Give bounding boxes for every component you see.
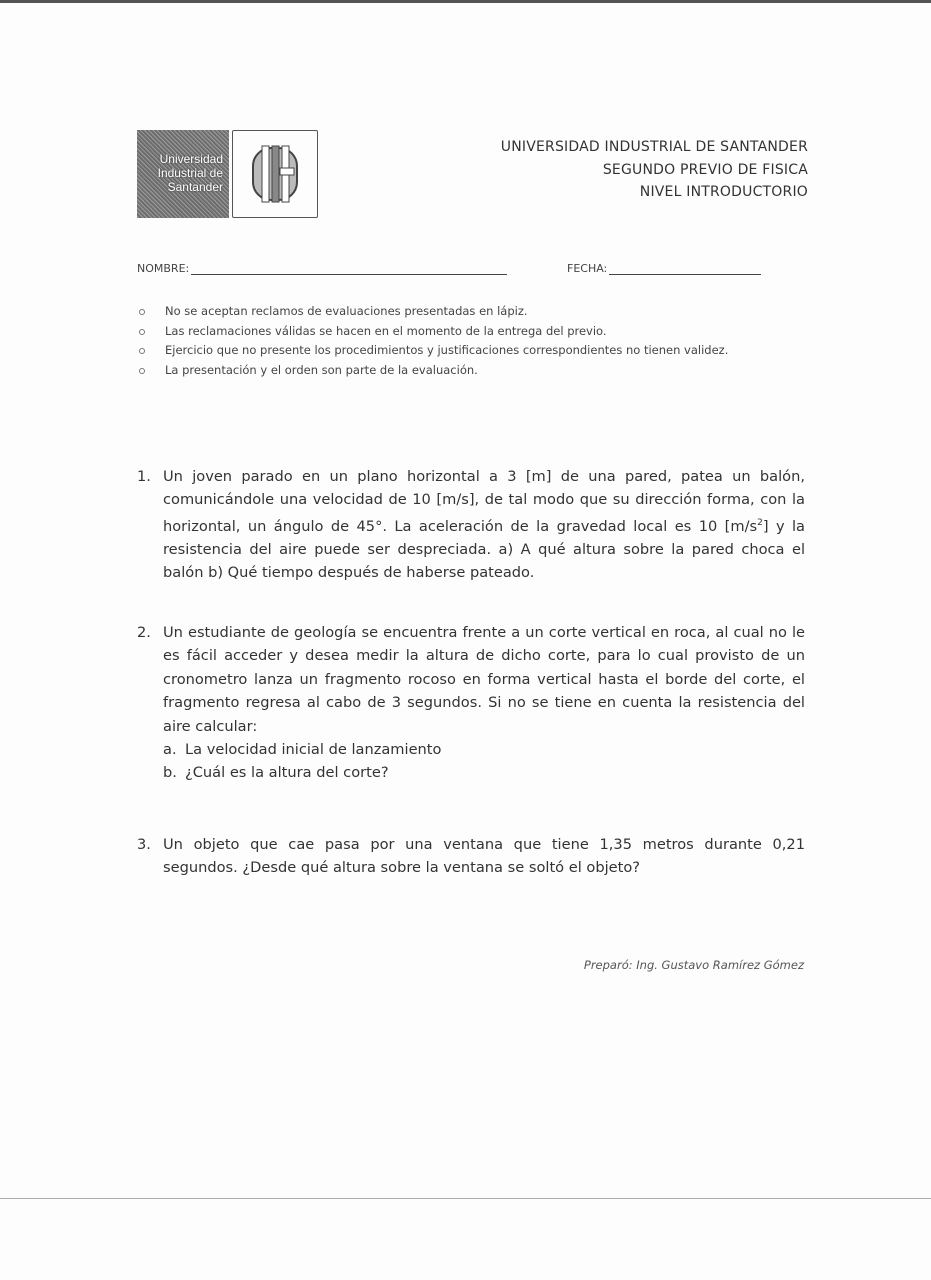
sub-label: a. xyxy=(163,741,177,759)
author-signature: Preparó: Ing. Gustavo Ramírez Gómez xyxy=(583,958,804,972)
name-label: NOMBRE: xyxy=(137,262,190,275)
problem-text-part: Un joven parado en un plano horizontal a 3 [m] de una pared, patea un balón, comunicándole una velocidad de 10 [m/s], de tal modo que su dirección forma, con la horizontal, un ángulo de 45°. La aceleración de la gravedad local es 10 [m/s xyxy=(163,468,805,535)
problem-number: 1. xyxy=(137,468,151,485)
problem-text: Un estudiante de geología se encuentra frente a un corte vertical en roca, al cual no le es fácil acceder y desea medir la altura de dicho corte, para lo cual provisto de un cronometro lanza un fragmento rocoso en forma vertical hasta el borde del corte, el fragmento regresa al cabo de 3 segundos. Si no se tiene en cuenta la resistencia del aire calcular: xyxy=(163,624,805,735)
rule-item: Las reclamaciones válidas se hacen en el momento de la entrega del previo. xyxy=(137,322,728,342)
rules-list xyxy=(137,302,728,380)
uis-emblem-icon xyxy=(232,130,318,218)
problem-text-part: ] y la resistencia del aire puede ser despreciada. a) A qué altura sobre la pared choca el balón b) Qué tiempo después de haberse pateado. xyxy=(163,517,805,582)
problem-number: 3. xyxy=(137,836,151,853)
logo-line: Santander xyxy=(167,180,223,194)
sub-question xyxy=(163,738,805,761)
logo-line: Universidad xyxy=(159,152,223,166)
problem-text: Un objeto que cae pasa por una ventana que tiene 1,35 metros durante 0,21 segundos. ¿Desde qué altura sobre la ventana se soltó el objeto? xyxy=(163,836,805,877)
rule-item: Ejercicio que no presente los procedimientos y justificaciones correspondientes no tienen validez. xyxy=(137,341,728,361)
problem-text xyxy=(163,465,805,585)
university-logo-text xyxy=(137,130,229,218)
sub-text: ¿Cuál es la altura del corte? xyxy=(185,764,389,782)
logo-line: Industrial de xyxy=(157,166,223,180)
name-field[interactable] xyxy=(137,262,507,275)
problem-1 xyxy=(137,465,805,585)
sub-text: La velocidad inicial de lanzamiento xyxy=(185,741,442,759)
exponent: 2 xyxy=(757,517,763,528)
sub-question xyxy=(163,761,805,784)
scan-edge xyxy=(0,0,931,3)
date-label: FECHA: xyxy=(567,262,608,275)
date-field[interactable] xyxy=(567,262,761,275)
scan-edge xyxy=(0,1198,931,1199)
problem-3 xyxy=(137,833,805,880)
sub-label: b. xyxy=(163,764,177,782)
name-blank[interactable] xyxy=(191,262,507,275)
exam-level: NIVEL INTRODUCTORIO xyxy=(639,184,808,200)
exam-title: SEGUNDO PREVIO DE FISICA xyxy=(602,161,808,178)
rule-item: No se aceptan reclamos de evaluaciones presentadas en lápiz. xyxy=(137,302,728,322)
date-blank[interactable] xyxy=(609,262,761,275)
document-header xyxy=(501,136,808,204)
university-name: UNIVERSIDAD INDUSTRIAL DE SANTANDER xyxy=(500,139,808,155)
problem-number: 2. xyxy=(137,624,151,641)
problem-2 xyxy=(137,621,805,785)
rule-item: La presentación y el orden son parte de la evaluación. xyxy=(137,361,728,381)
